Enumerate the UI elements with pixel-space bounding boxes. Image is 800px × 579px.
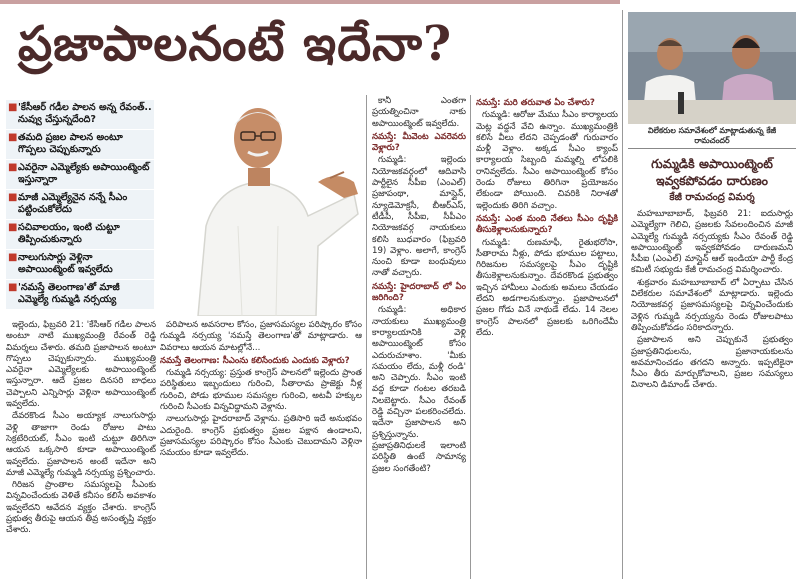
list-item: ■ ఎవరైనా ఎమ్మెల్యేకు అపాయింట్మెంట్ ఇస్తున్నారా xyxy=(6,160,154,190)
bullet-icon: ■ xyxy=(8,102,18,113)
sidebar-headline: గుమ్మడికి అపాయింట్మెంట్ ఇవ్వకపోవడం దారుణం xyxy=(651,156,773,188)
article-column-1: ఇల్లెందు, ఫిబ్రవరి 21: 'కేసీఆర్ గడీల పాలన అంటూ నాటి ముఖ్యమంత్రి రేవంత్ రెడ్డి విమర్శలు చేశారు. తమది ప్రజాపాలన అంటూ గొప్పలు చెప్పుకున్నారు. ముఖ్యమంత్రి ఎవరైనా ఎమ్మెల్యేలకు అపాయింట్మెంట్ ఇస్తున్నారా. ఆదే ప్రజల దినసరి బాధలు చెప్పాలని ఎన్నిసార్లు వెళ్లినా అపాయింట్మెంట్ ఇవ్వలేదు. దేవరకొండ సీఎం అయ్యాక నాలుగుసార్లు వెళ్లి తాజాగా రెండు రోజుల పాటు సెక్రటేరియట్, సీఎం ఇంటి చుట్టూ తిరిగినా ఆయన ఒక్కసారి కూడా అపాయింట్మెంట్ ఇవ్వలేదు. ప్రజాపాలన అంటే ఇదేనా అని మాజీ ఎమ్మెల్యే గుమ్మడి నర్సయ్య ప్రశ్నించారు. గిరిజన ప్రాంతాల సమస్యలపై సీఎంకు విన్నవించేందుకు వెళితే కనీసం కలిసే అవకాశం ఇవ్వలేదని ఆవేదన వ్యక్తం చేశారు. కాంగ్రెస్ ప్రభుత్వ తీరుపై ఆయన తీవ్ర అసంతృప్తి వ్యక్తం చేశారు. xyxy=(6,320,156,536)
press-meet-photo xyxy=(628,12,796,124)
bullet-icon: ■ xyxy=(8,192,18,203)
portrait-photo xyxy=(158,86,360,316)
interview-question: నమస్తే: హైదరాబాద్ లో ఏం జరిగింది? xyxy=(372,281,466,304)
column-divider xyxy=(622,10,623,579)
list-item: ■ సచివాలయం, ఇంటి చుట్టూ తిప్పించుకున్నారు xyxy=(6,220,154,250)
list-item: ■ నాలుగుసార్లు వెళ్లినా అపాయింట్మెంట్ ఇవ్వలేదు xyxy=(6,250,154,280)
interview-question: నమస్తే: ఎంత మంది నేతలు సీఎం దృష్టికి తీసుకెళ్లాలనుకున్నారు? xyxy=(476,213,618,236)
bullet-icon: ■ xyxy=(8,222,18,233)
photo-caption: విలేకరుల సమావేశంలో మాట్లాడుతున్న కేజీ రామచందర్ xyxy=(628,124,796,149)
sidebar-subhead: కేజీ రామచంద్ర విమర్శ xyxy=(669,192,755,203)
headline: ప్రజాపాలనంటే ఇదేనా? xyxy=(18,16,453,72)
list-item: ■ 'నమస్తే తెలంగాణ'తో మాజీ ఎమ్మెల్యే గుమ్మడి నర్సయ్య xyxy=(6,280,154,310)
column-divider xyxy=(366,95,367,579)
list-item: ■ మాజీ ఎమ్మెల్యేనైన నన్నే సీఎం పట్టించుకోలేదు xyxy=(6,190,154,220)
interview-question: నమస్తే: మీవెంట ఎవరెవరు వెళ్లారు? xyxy=(372,131,466,154)
list-item: ■ తమది ప్రజల పాలన అంటూ గొప్పలు చెప్పుకున్నారు xyxy=(6,130,154,160)
article-column-2: పరిపాలన అవసరాల కోసం, ప్రజాసమస్యల పరిష్కారం కోసం గుమ్మడి నర్సయ్య 'నమస్తే తెలంగాణ'తో మాట్లాడారు. ఆ వివరాలు ఆయన మాటల్లోనే... నమస్తే తెలంగాణ: సీఎంను కలిసేందుకు ఎందుకు వెళ్లారు? గుమ్మడి నర్సయ్య: ప్రస్తుత కాంగ్రెస్ పాలనలో ఇల్లెందు ప్రాంత పరిస్థితులు ఇబ్బందులు గురించి, సీతారామ ప్రాజెక్టు నీళ్ల గురించి, పోడు భూముల సమస్యల గురించి, అటవీ హక్కుల గురించి సీఎంకు విన్నవిద్దామని వెళ్లాను. నాలుగుసార్లు హైదరాబాద్ వెళ్లాను. ప్రతిసారి ఇదే అనుభవం ఎదురైంది. కాంగ్రెస్ ప్రభుత్వం ప్రజల పక్షాన ఉండాలని, ప్రజాసమస్యల పరిష్కారం కోసం సీఎంకు చెబుదామని వెళ్లినా సమయం కూడా ఇవ్వలేదు. xyxy=(160,320,362,459)
list-item: ■ 'కేసీఆర్ గడీల పాలన అన్న రేవంత్.. నువ్వు చేస్తున్నదేంది? xyxy=(6,100,154,130)
interview-question: నమస్తే తెలంగాణ: సీఎంను కలిసేందుకు ఎందుకు వెళ్లారు? xyxy=(160,355,350,366)
bullet-icon: ■ xyxy=(8,132,18,143)
column-divider xyxy=(470,95,471,579)
article-column-4: నమస్తే: మరి తరువాత ఏం చేశారు? గుమ్మడి: ఆరోజు మేము సీఎం కార్యాలయ మెట్ల వద్దనే వేచి ఉన్నాం. ముఖ్యమంత్రికి కలిసే వీలు లేదని చెప్పడంతో గురువారం మళ్లీ వెళ్లాం. అక్కడ సీఎం క్యాంప్ కార్యాలయ సిబ్బంది మమ్మల్ని లోపలికి రానివ్వలేదు. సీఎం అపాయింట్మెంట్ కోసం రెండు రోజులు తిరిగినా ప్రయోజనం లేకుండా పోయింది. చివరికి నిరాశతో ఇల్లెందుకు తిరిగి వచ్చాం. నమస్తే: ఎంత మంది నేతలు సీఎం దృష్టికి తీసుకెళ్లాలనుకున్నారు? గుమ్మడి: రుణమాఫీ, రైతుభరోసా, సీతారామ నీళ్లు, పోడు భూముల పట్టాలు, గిరిజనుల సమస్యలపై సీఎం దృష్టికి తీసుకెళ్లాలనుకున్నాం. దేవరకొండ ప్రభుత్వం ఇచ్చిన హామీలు ఎందుకు అమలు చేయడం లేదని అడగాలనుకున్నాం. ప్రజాపాలనలో ప్రజల గోడు వినే నాథుడే లేడు. 14 నెలల కాంగ్రెస్ పాలనలో ప్రజలకు ఒరిగిందేమీ లేదు. xyxy=(476,98,618,338)
article-column-3: కానీ ఎంతగా ప్రయత్నించినా నాకు అపాయింట్మెంట్ ఇవ్వలేదు. నమస్తే: మీవెంట ఎవరెవరు వెళ్లారు? గుమ్మడి: ఇల్లెందు నియోజకవర్గంలో ఆదివాసి పార్టీలైన సీపీఐ (ఎంఎల్) ప్రజాపంథా, మాస్లైన్, న్యూడెమోక్రసీ, బీఆర్ఎస్, టీడీపీ, సీపీఐ, సీపీఎం నియోజకవర్గ నాయకులు కలిసి బుధవారం (ఫిబ్రవరి 19) వెళ్లాం. అలాగే, కాంగ్రెస్ నుంచి కూడా బంధువులు నాతో వచ్చారు. నమస్తే: హైదరాబాద్ లో ఏం జరిగింది? గుమ్మడి: అధికార నాయకులు ముఖ్యమంత్రి కార్యాలయానికి వెళ్లి అపాయింట్మెంట్ కోసం ఎదురుచూశాం. 'మీకు సమయం లేదు, మళ్లీ రండి' అని చెప్పారు. సీఎం ఇంటి వద్ద కూడా గంటల తరబడి నిలబెట్టారు. సీఎం రేవంత్ రెడ్డి వచ్చినా పలకరించలేదు. ఇదేనా ప్రజాపాలన అని ప్రశ్నిస్తున్నాను. ప్రజాప్రతినిధులకే ఇలాంటి పరిస్థితి ఉంటే సామాన్య ప్రజల సంగతేంటి? xyxy=(372,96,466,474)
top-rule xyxy=(0,0,620,4)
sidebar-article xyxy=(628,12,796,577)
bullet-icon: ■ xyxy=(8,162,18,173)
bullet-icon: ■ xyxy=(8,252,18,263)
sidebar-body: మహబూబాబాద్, ఫిబ్రవరి 21: ఐదుసార్లు ఎమ్మెల్యేగా గెలిచి, ప్రజలకు సేవలందించిన మాజీ ఎమ్మెల్యే గుమ్మడి నర్సయ్యకు సీఎం రేవంత్ రెడ్డి అపాయింట్మెంట్ ఇవ్వకపోవడం దారుణమని సీపీఐ (ఎంఎల్) మాస్లైన్ ఆల్ ఇండియా పార్టీ కేంద్ర కమిటీ సభ్యుడు కేజీ రామచంద్ర విమర్శించారు. శుక్రవారం మహబూబాబాద్ లో ఏర్పాటు చేసిన విలేకరుల సమావేశంలో మాట్లాడారు. ఇల్లెందు నియోజకవర్గ ప్రజాసమస్యలపై విన్నవించేందుకు వెళ్లిన గుమ్మడి నర్సయ్యను రెండు రోజులపాటు తిప్పించుకోవడం సరికాదన్నారు. ప్రజాపాలన అని చెప్పుకునే ప్రభుత్వం ప్రజాప్రతినిధులను, ప్రజానాయకులను అవమానించడం తగదని అన్నారు. ఇప్పటికైనా సీఎం తీరు మార్చుకోవాలని, ప్రజల సమస్యలు వినాలని డిమాండ్ చేశారు. xyxy=(631,209,793,391)
bullet-icon: ■ xyxy=(8,282,18,293)
interview-question: నమస్తే: మరి తరువాత ఏం చేశారు? xyxy=(476,98,595,108)
bullet-list xyxy=(6,100,154,310)
